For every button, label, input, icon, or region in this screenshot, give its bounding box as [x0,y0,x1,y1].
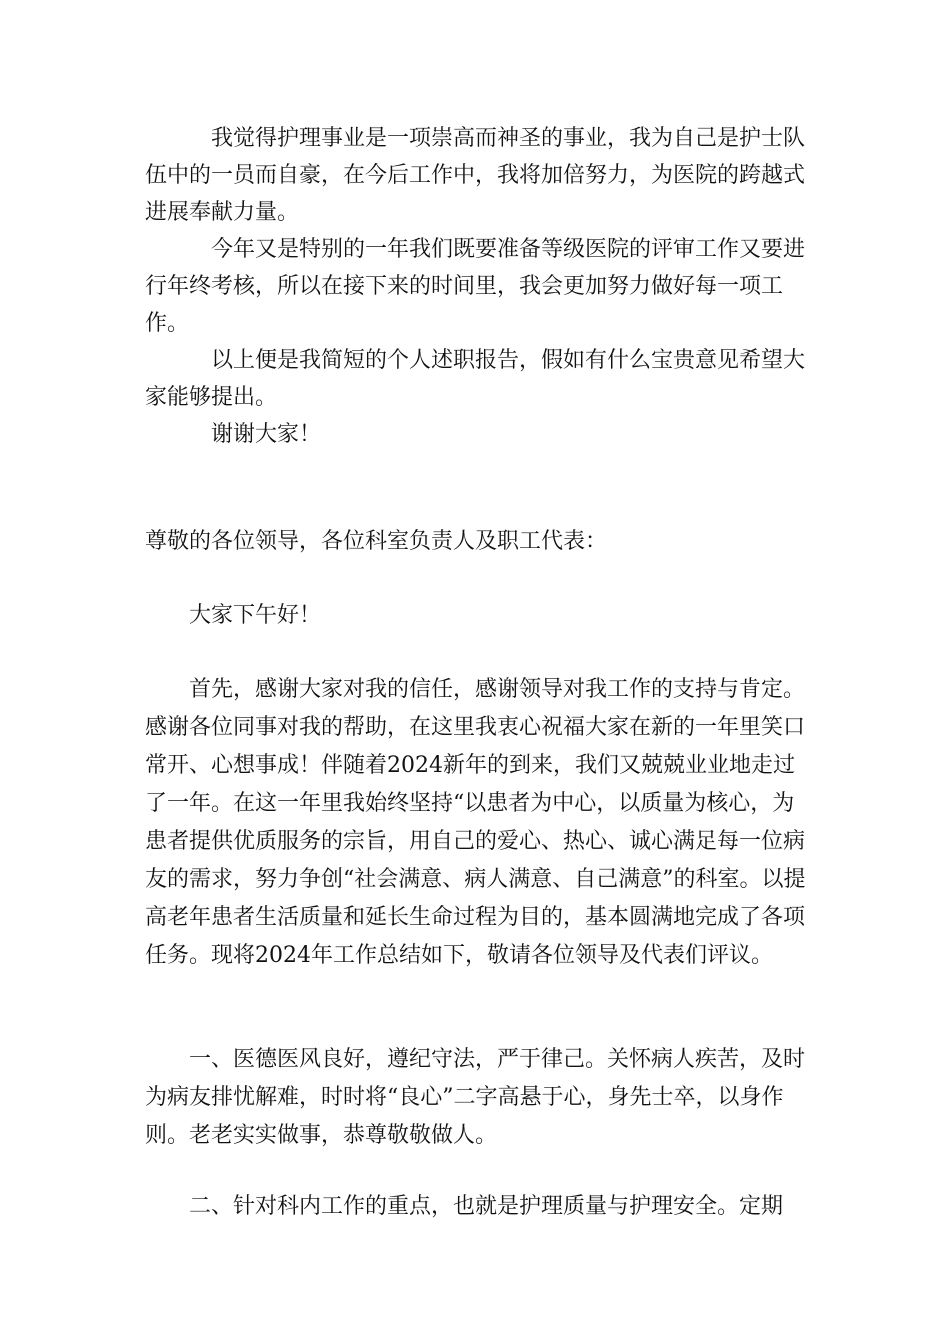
paragraph-this-year: 今年又是特别的一年我们既要准备等级医院的评审工作又要进行年终考核，所以在接下来的时间里，我会更加努力做好每一项工作。 [145,237,806,336]
paragraph-intro: 首先，感谢大家对我的信任，感谢领导对我工作的支持与肯定。感谢各位同事对我的帮助，在这里我衷心祝福大家在新的一年里笑口常开、心想事成！伴随着2024新年的到来，我们又兢兢业业地走过了一年。在这一年里我始终坚持“以患者为中心，以质量为核心，为患者提供优质服务的宗旨，用自己的爱心、热心、诚心满足每一位病友的需求，努力争创“社会满意、病人满意、自己满意”的科室。以提高老年患者生活质量和延长生命过程为目的，基本圆满地完成了各项任务。现将2024年工作总结如下，敬请各位领导及代表们评议。 [145,677,806,968]
paragraph-report-end: 以上便是我简短的个人述职报告，假如有什么宝贵意见希望大家能够提出。 [145,348,806,410]
paragraph-point-one: 一、医德医风良好，遵纪守法，严于律己。关怀病人疾苦，及时为病友排忧解难，时时将“良心”二字高悬于心，身先士卒，以身作则。老老实实做事，恭尊敬敬做人。 [145,1047,806,1148]
paragraph-thanks: 谢谢大家！ [211,422,322,447]
paragraph-nursing-career: 我觉得护理事业是一项崇高而神圣的事业，我为自己是护士队伍中的一员而自豪，在今后工作中，我将加倍努力，为医院的跨越式进展奉献力量。 [145,126,806,225]
paragraph-point-two: 二、针对科内工作的重点，也就是护理质量与护理安全。定期 [189,1194,784,1219]
section-closing-remarks [145,120,815,453]
greeting: 大家下午好！ [189,603,322,628]
salutation: 尊敬的各位领导，各位科室负责人及职工代表： [145,529,608,554]
